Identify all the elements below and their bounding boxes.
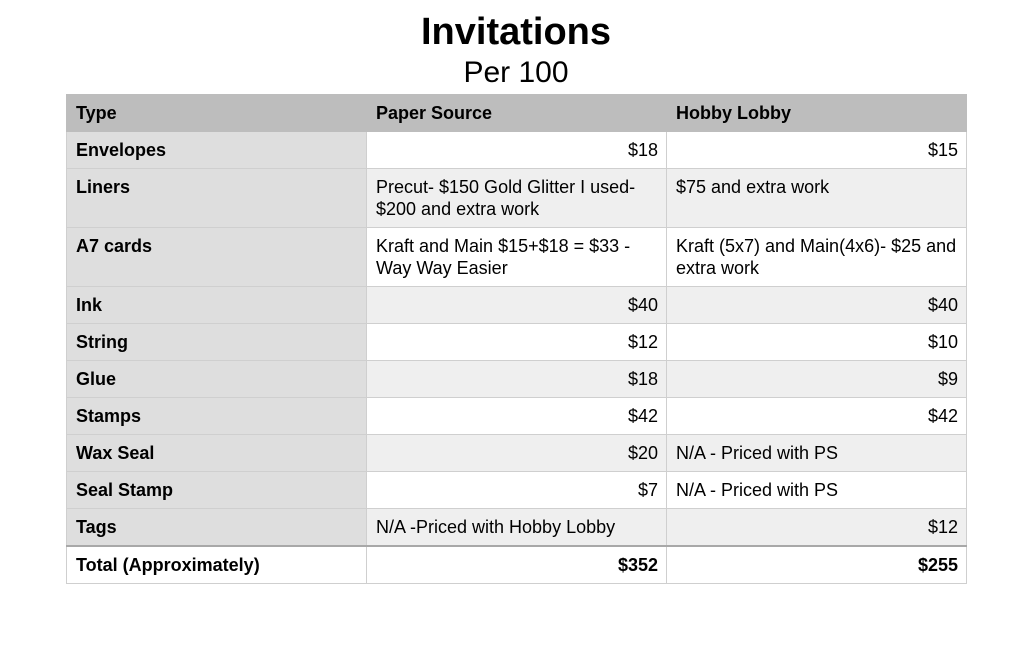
row-type-cell: A7 cards	[67, 228, 367, 287]
table-row	[67, 361, 967, 398]
hobby-lobby-cell: $40	[667, 287, 967, 324]
table-row	[67, 509, 967, 547]
row-type-cell: Wax Seal	[67, 435, 367, 472]
total-label-cell: Total (Approximately)	[67, 546, 367, 584]
header-hobby-lobby: Hobby Lobby	[667, 95, 967, 132]
paper-source-cell: $40	[367, 287, 667, 324]
row-type-cell: Glue	[67, 361, 367, 398]
header-row	[67, 95, 967, 132]
paper-source-cell: $42	[367, 398, 667, 435]
paper-source-cell: $20	[367, 435, 667, 472]
row-type-cell: Ink	[67, 287, 367, 324]
table-row	[67, 132, 967, 169]
table-row	[67, 287, 967, 324]
row-type-cell: Tags	[67, 509, 367, 547]
row-type-cell: Envelopes	[67, 132, 367, 169]
row-type-cell: String	[67, 324, 367, 361]
header-type: Type	[67, 95, 367, 132]
hobby-lobby-cell: $75 and extra work	[667, 169, 967, 228]
total-paper-source-cell: $352	[367, 546, 667, 584]
table-row	[67, 324, 967, 361]
total-hobby-lobby-cell: $255	[667, 546, 967, 584]
comparison-table	[66, 94, 967, 584]
table-row	[67, 169, 967, 228]
table-row	[67, 435, 967, 472]
hobby-lobby-cell: N/A - Priced with PS	[667, 472, 967, 509]
document-title: Invitations	[420, 11, 612, 53]
paper-source-cell: $12	[367, 324, 667, 361]
hobby-lobby-cell: N/A - Priced with PS	[667, 435, 967, 472]
hobby-lobby-cell: Kraft (5x7) and Main(4x6)- $25 and extra work	[667, 228, 967, 287]
hobby-lobby-cell: $15	[667, 132, 967, 169]
table-row	[67, 398, 967, 435]
row-type-cell: Stamps	[67, 398, 367, 435]
paper-source-cell: N/A -Priced with Hobby Lobby	[367, 509, 667, 547]
row-type-cell: Seal Stamp	[67, 472, 367, 509]
paper-source-cell: $18	[367, 132, 667, 169]
hobby-lobby-cell: $42	[667, 398, 967, 435]
table-row	[67, 228, 967, 287]
hobby-lobby-cell: $12	[667, 509, 967, 547]
paper-source-cell: $7	[367, 472, 667, 509]
header-paper-source: Paper Source	[367, 95, 667, 132]
paper-source-cell: Precut- $150 Gold Glitter I used- $200 and extra work	[367, 169, 667, 228]
paper-source-cell: Kraft and Main $15+$18 = $33 -Way Way Easier	[367, 228, 667, 287]
row-type-cell: Liners	[67, 169, 367, 228]
paper-source-cell: $18	[367, 361, 667, 398]
hobby-lobby-cell: $9	[667, 361, 967, 398]
document-subtitle: Per 100	[463, 56, 569, 89]
total-row	[67, 546, 967, 584]
table-row	[67, 472, 967, 509]
hobby-lobby-cell: $10	[667, 324, 967, 361]
